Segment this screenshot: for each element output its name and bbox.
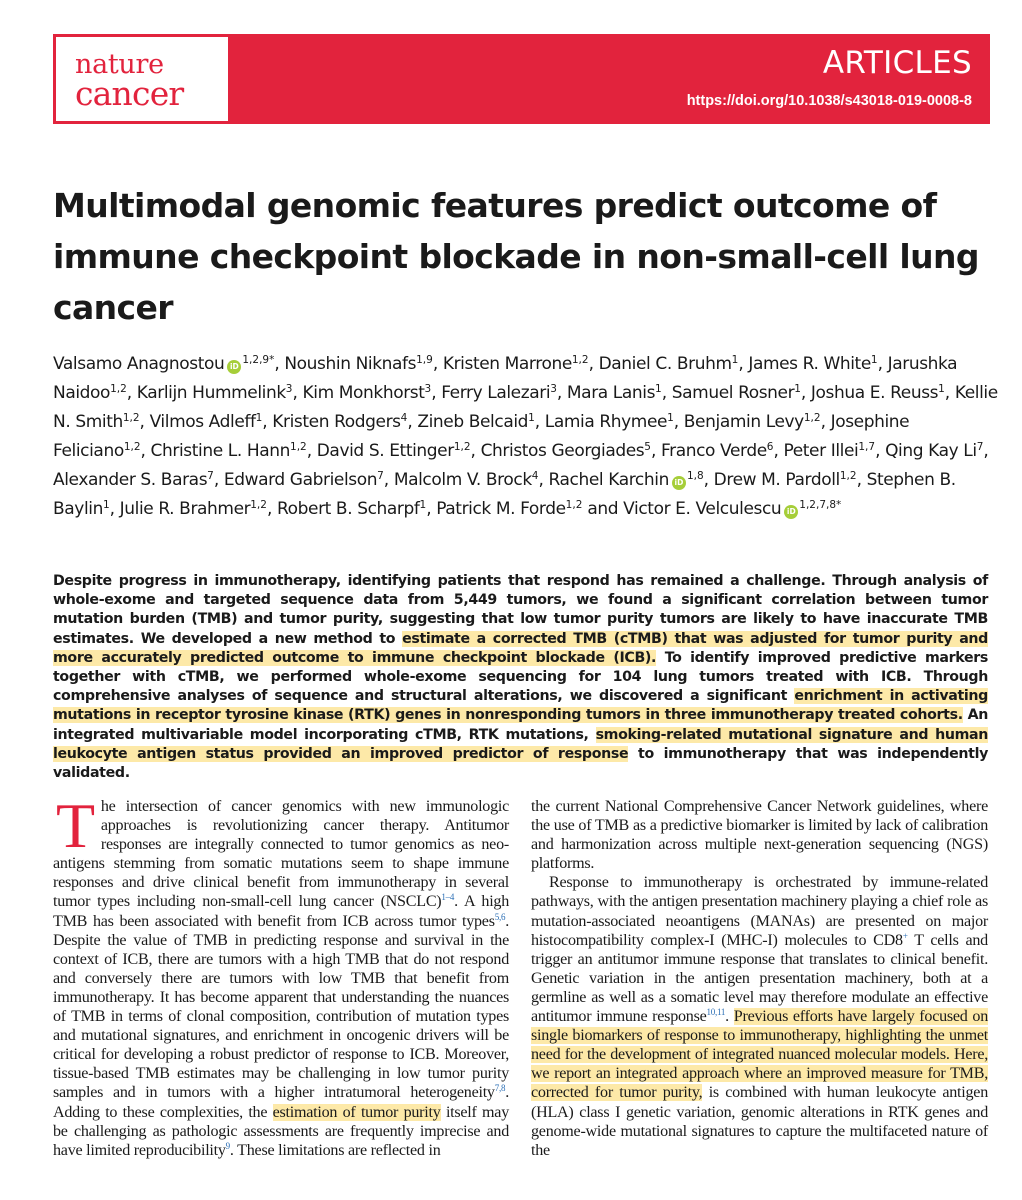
text-run: T cells and trigger an antitumor immune response that translates to clinical benefit. Genetic variation in the antigen presentation machinery, both at a germline as well as a somatic level may therefore modulate an effective antitumor immune response <box>531 931 988 1026</box>
doi-link[interactable]: https://doi.org/10.1038/s43018-019-0008-8 <box>686 93 972 109</box>
affiliation-numbers: 3 <box>550 383 557 395</box>
author-separator: , <box>773 441 784 461</box>
author-separator: , <box>431 383 442 403</box>
author-affiliation <box>124 441 141 453</box>
author-separator: , <box>407 412 418 432</box>
author-affiliation <box>103 499 110 511</box>
body-paragraph <box>531 797 988 873</box>
corresponding-mark: * <box>836 499 842 511</box>
author-name: Samuel Rosner <box>671 383 795 403</box>
citation-reference: 9 <box>225 1140 230 1151</box>
author-name: Benjamin Levy <box>683 412 804 432</box>
author-name: Josephine Feliciano <box>53 412 910 461</box>
text-run: to immunotherapy that was independently validated. <box>53 745 989 782</box>
text-run: . A high TMB has been associated with benefit from ICB across tumor types <box>53 893 510 930</box>
author-affiliation <box>416 354 433 366</box>
author-separator: , <box>673 412 684 432</box>
author-list <box>53 350 998 524</box>
author-affiliation <box>123 412 140 424</box>
affiliation-numbers: 1,2 <box>453 441 471 453</box>
author-separator: , <box>432 354 443 374</box>
text-run: To identify improved predictive markers together with cTMB, we performed whole-exome sequencing for 104 lung tumors treated with ICB. Through comprehensive analyses of sequence and structural alterations, we discovered a significant <box>53 649 988 705</box>
author-name: Peter Illei <box>783 441 859 461</box>
author-separator: , <box>538 470 549 490</box>
affiliation-numbers: 1,2 <box>123 441 141 453</box>
affiliation-numbers: 7 <box>976 441 984 453</box>
author-name: Jarushka Naidoo <box>53 354 958 403</box>
author-separator: , <box>262 412 273 432</box>
author-separator: , <box>534 412 545 432</box>
author-separator: , <box>140 441 151 461</box>
author-affiliation <box>242 354 274 366</box>
author-separator: , <box>703 470 714 490</box>
abstract <box>53 572 988 783</box>
author-name: David S. Ettinger <box>316 441 454 461</box>
citation-reference: 5,6 <box>494 911 506 922</box>
journal-header <box>53 34 990 124</box>
author-joiner: and <box>582 499 624 519</box>
orcid-icon[interactable]: iD <box>227 360 241 374</box>
text-run: . <box>725 1008 734 1026</box>
affiliation-numbers: 1,7 <box>858 441 876 453</box>
author-name: Qing Kay Li <box>885 441 977 461</box>
citation-reference: 1–4 <box>441 892 455 903</box>
affiliation-numbers: 6 <box>766 441 774 453</box>
author-name: Kim Monkhorst <box>302 383 425 403</box>
journal-logo <box>56 37 228 121</box>
text-run: the current National Comprehensive Cancer Network guidelines, where the use of TMB as a predictive biomarker is limited by lack of calibration and harmonization across multiple next-generation sequencing (NGS) platforms. <box>531 798 988 873</box>
author-name: Christine L. Hann <box>150 441 291 461</box>
author-affiliation <box>110 383 127 395</box>
author-name: Kristen Rodgers <box>272 412 401 432</box>
affiliation-numbers: 1,2,9 <box>242 354 270 366</box>
author-affiliation <box>566 499 583 511</box>
author-name: Alexander S. Baras <box>53 470 208 490</box>
affiliation-numbers: 1 <box>870 354 878 366</box>
affiliation-numbers: 1,2 <box>565 499 583 511</box>
author-name: Joshua E. Reuss <box>810 383 939 403</box>
author-name: James R. White <box>748 354 871 374</box>
author-name: Malcolm V. Brock <box>393 470 532 490</box>
author-name: Lamia Rhymee <box>544 412 668 432</box>
author-name: Christos Georgiades <box>480 441 645 461</box>
author-affiliation <box>207 470 214 482</box>
author-name: Robert B. Scharpf <box>276 499 420 519</box>
affiliation-numbers: 1,2 <box>122 412 140 424</box>
text-run: he intersection of cancer genomics with new immunologic approaches is revolutionizing cancer therapy. Antitumor responses are integrally connected to tumor genomics as neo-antigens stemming from somatic mutations seem to shape immune responses and drive clinical benefit from immunotherapy in several tumor types including non-small-cell lung cancer (NSCLC) <box>53 798 509 911</box>
body-column-left <box>53 790 510 1160</box>
author-name: Valsamo Anagnostou <box>53 354 225 374</box>
highlighted-text: enrichment in activating mutations in receptor tyrosine kinase (RTK) genes in nonresponding tumors in three immunotherapy treated cohorts. <box>53 688 988 724</box>
section-label: ARTICLES <box>822 45 972 81</box>
author-affiliation <box>667 412 674 424</box>
affiliation-numbers: 1 <box>419 499 427 511</box>
author-name: Rachel Karchin <box>548 470 669 490</box>
text-run: An integrated multivariable model incorporating cTMB, RTK mutations, <box>53 707 988 743</box>
citation-reference: 7,8 <box>494 1083 506 1094</box>
author-separator: , <box>126 383 137 403</box>
author-name: Victor E. Velculescu <box>623 499 782 519</box>
text-run: . Despite the value of TMB in predicting response and survival in the context of ICB, there are tumors with a high TMB that do not respond and conversely there are tumors with low TMB that benefit from immunotherapy. It has become apparent that understanding the nuances of TMB in terms of clonal composition, contribution of mutation types and mutational signatures, and enrichment in oncogenic drivers will be critical for developing a robust predictor of response to ICB. Moreover, tissue-based TMB estimates may be challenging in low tumor purity samples and in tumors with a higher intratumoral heterogeneity <box>53 912 509 1102</box>
affiliation-numbers: 1,2 <box>839 470 857 482</box>
author-name: Kellie N. Smith <box>53 383 998 432</box>
author-name: Julie R. Brahmer <box>119 499 251 519</box>
intro-paragraph <box>53 790 510 1160</box>
affiliation-numbers: 1 <box>938 383 945 395</box>
author-separator: , <box>274 354 285 374</box>
affiliation-numbers: 1,2 <box>803 412 821 424</box>
author-separator: , <box>426 499 437 519</box>
author-affiliation <box>799 499 841 511</box>
text-run: is combined with human leukocyte antigen (HLA) class I genetic variation, genomic alterations in RTK genes and genome-wide mutational signatures to capture the multifaceted nature of the <box>531 1084 988 1159</box>
author-affiliation <box>250 499 267 511</box>
affiliation-numbers: 4 <box>531 470 539 482</box>
highlighted-text: smoking-related mutational signature and human leukocyte antigen status provided an improved predictor of response <box>53 726 988 762</box>
citation-reference: 10,11 <box>706 1007 726 1018</box>
orcid-icon[interactable]: iD <box>672 476 686 490</box>
highlighted-text: Previous efforts have largely focused on single biomarkers of response to immunotherapy, highlighting the unmet need for the development of integrated nuanced molecular models. Here, we report an integrated approach where an improved measure for TMB, corrected for tumor purity, <box>531 1008 989 1102</box>
author-separator: , <box>875 441 886 461</box>
text-run: . These limitations are reflected in <box>229 1141 441 1159</box>
author-name: Vilmos Adleff <box>149 412 256 432</box>
orcid-icon[interactable]: iD <box>784 505 798 519</box>
author-separator: , <box>588 354 599 374</box>
highlighted-text: estimation of tumor purity <box>272 1103 441 1121</box>
author-affiliation <box>794 383 801 395</box>
author-separator: , <box>470 441 481 461</box>
author-name: Daniel C. Bruhm <box>598 354 732 374</box>
affiliation-numbers: 1 <box>255 412 263 424</box>
author-name: Franco Verde <box>660 441 767 461</box>
author-name: Noushin Niknafs <box>284 354 417 374</box>
text-run: Response to immunotherapy is orchestrated by immune-related pathways, with the antigen presentation machinery playing a chief role as mutation-associated neoantigens (MANAs) are presented on major histocompatibility complex-I (MHC-I) molecules to CD8 <box>531 874 988 949</box>
affiliation-numbers: 1,2 <box>290 441 307 453</box>
body-column-right <box>531 797 988 1160</box>
author-name: Edward Gabrielson <box>223 470 378 490</box>
author-separator: , <box>856 470 867 490</box>
author-separator: , <box>139 412 150 432</box>
affiliation-numbers: 3 <box>285 383 293 395</box>
author-name: Mara Lanis <box>566 383 656 403</box>
author-affiliation <box>871 354 878 366</box>
author-affiliation <box>858 441 875 453</box>
affiliation-numbers: 4 <box>400 412 408 424</box>
author-affiliation <box>550 383 557 395</box>
author-affiliation <box>655 383 662 395</box>
author-name: Patrick M. Forde <box>436 499 566 519</box>
author-separator: , <box>306 441 317 461</box>
affiliation-numbers: 1,8 <box>686 470 704 482</box>
author-separator: , <box>738 354 749 374</box>
text-run: Despite progress in immunotherapy, identifying patients that respond has remained a challenge. Through analysis of whole-exome and targeted sequence data from 5,449 tumors, we found a significant correlation between tumor mutation burden (TMB) and tumor purity, suggesting that low tumor purity tumors are likely to have inaccurate TMB estimates. We developed a new method to <box>53 573 988 647</box>
journal-name-line2: cancer <box>75 74 184 113</box>
affiliation-numbers: 1,2,7,8 <box>799 499 837 511</box>
author-separator: , <box>650 441 661 461</box>
author-separator: , <box>661 383 672 403</box>
affiliation-numbers: 1,2 <box>110 383 127 395</box>
text-run: . Adding to these complexities, the <box>53 1084 509 1121</box>
affiliation-numbers: 1,9 <box>416 354 433 366</box>
author-separator: , <box>983 441 989 461</box>
author-name: Zineb Belcaid <box>417 412 529 432</box>
affiliation-numbers: 1 <box>731 354 739 366</box>
author-affiliation <box>687 470 704 482</box>
author-separator: , <box>944 383 955 403</box>
corresponding-mark: * <box>269 354 275 366</box>
affiliation-numbers: 5 <box>644 441 651 453</box>
author-affiliation <box>840 470 857 482</box>
author-affiliation <box>644 441 651 453</box>
author-name: Kristen Marrone <box>442 354 572 374</box>
body-paragraph <box>531 873 988 1159</box>
author-separator: , <box>383 470 394 490</box>
article-title: Multimodal genomic features predict outcome of immune checkpoint blockade in non-small-cell lung cancer <box>53 186 979 327</box>
drop-cap: T <box>56 790 95 861</box>
affiliation-numbers: 1 <box>794 383 801 395</box>
affiliation-numbers: 1 <box>528 412 535 424</box>
author-separator: , <box>266 499 277 519</box>
affiliation-numbers: 1 <box>667 412 674 424</box>
affiliation-numbers: 1 <box>102 499 110 511</box>
text-run: itself may be challenging as pathologic assessments are frequently imprecise and have limited reproducibility <box>53 1103 509 1159</box>
highlighted-text: estimate a corrected TMB (cTMB) that was adjusted for tumor purity and more accurately predicted outcome to immune checkpoint blockade (ICB). <box>53 630 988 666</box>
author-affiliation <box>572 354 589 366</box>
author-name: Drew M. Pardoll <box>713 470 840 490</box>
author-separator: , <box>292 383 303 403</box>
author-affiliation <box>804 412 821 424</box>
author-separator: , <box>213 470 224 490</box>
author-name: Stephen B. Baylin <box>53 470 956 519</box>
affiliation-numbers: 1 <box>655 383 662 395</box>
author-name: Ferry Lalezari <box>441 383 551 403</box>
author-separator: , <box>800 383 811 403</box>
author-affiliation <box>528 412 535 424</box>
journal-name-line1: nature <box>75 49 164 80</box>
author-name: Karlijn Hummelink <box>136 383 286 403</box>
author-separator: , <box>109 499 120 519</box>
author-separator: , <box>820 412 831 432</box>
author-affiliation <box>377 470 384 482</box>
affiliation-numbers: 3 <box>424 383 432 395</box>
author-affiliation <box>938 383 945 395</box>
affiliation-numbers: 1,2 <box>571 354 589 366</box>
author-affiliation <box>454 441 471 453</box>
affiliation-numbers: 1,2 <box>250 499 267 511</box>
affiliation-numbers: 7 <box>377 470 384 482</box>
author-separator: , <box>877 354 888 374</box>
affiliation-numbers: 7 <box>207 470 214 482</box>
author-separator: , <box>556 383 567 403</box>
author-affiliation <box>290 441 307 453</box>
citation-reference: + <box>902 930 908 941</box>
